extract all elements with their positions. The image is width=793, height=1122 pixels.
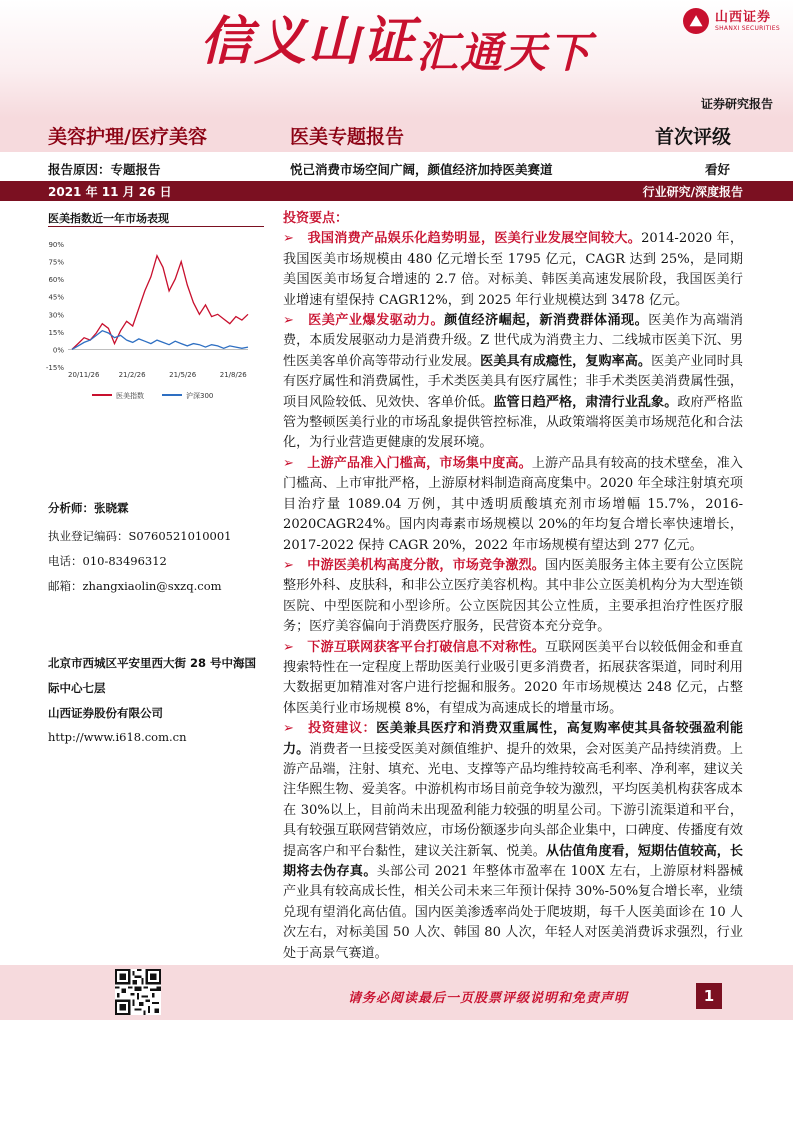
slogan-main: 信义山证 [200,11,417,72]
page-number: 1 [696,983,722,1009]
qr-code-icon[interactable] [115,969,161,1015]
highlight-1: ➢ 我国消费产品娱乐化趋势明显，医美行业发展空间较大。2014-2020 年，我国医美市场规模由 480 亿元增长至 1795 亿元，CAGR 达到 25%，是同期美国医美市场复合增速的 2.7 倍。对标美、韩医美高速发展阶段，我国医美行业增速有望保持 CAGR12%，到 2025 年行业规模达到 3478 亿元。 [283,231,743,308]
series-line-2 [72,331,248,350]
company-logo [683,8,780,34]
legend-label: 沪深300 [186,392,214,400]
y-tick-label: -15% [45,364,64,372]
industry-view: 看好 [705,162,731,177]
highlight-2: ➢ 医美产业爆发驱动力。颜值经济崛起，新消费群体涌现。医美作为高端消费，本质发展驱动力是消费升级。Z 世代成为消费主力、二线城市医美下沉、男性医美客单价高等带动行业发展。医美具有成瘾性，复购率高。医美产业同时具有医疗属性和消费属性，手术类医美具有医疗属性；非手术类医美消费属性强，项目风险较低、见效快、客单价低。监管日趋严格，肃清行业乱象。政府严格监管为整顿医美行业的市场乱象提供管控标准，从政策端将医美市场规范化和合法化，为行业营造更健康的发展环境。 [283,313,744,451]
company-website[interactable]: http://www.i618.com.cn [48,730,187,744]
highlight-6: ➢ 投资建议：医美兼具医疗和消费双重属性，高复购率使其具备较强盈利能力。消费者一旦接受医美对颜值维护、提升的效果，会对医美产品持续消费。上游产品端，注射、填充、光电、支撑等产品均维持较高毛利率、净利率，建议关注华熙生物、爱美客。中游机构市场目前竞争较为激烈，平均医美机构获客成本在 30%以上，目前尚未出现盈利能力较强的明星公司。下游引流渠道和平台，具有较强互联网营销效应，市场份额逐步向头部企业集中，口碑度、传播度有效提高客户和平台黏性，建议关注新氧、悦美。从估值角度看，短期估值较高，长期将去伪存真。头部公司 2021 年整体市盈率在 100X 左右，上游原材料器械产业具有较高成长性，相关公司未来三年预计保持 30%-50%复合增长率，业绩兑现有望消化高估值。国内医美渗透率尚处于爬坡期，每千人医美面诊在 10 人次左右，对标美国 50 人次、韩国 80 人次，年轻人对医美消费诉求强烈，行业处于高景气赛道。 [283,721,744,961]
x-tick-label: 21/2/26 [118,371,146,379]
y-tick-label: 75% [48,258,64,267]
report-reason: 报告原因：专题报告 [48,162,161,177]
highlights-heading: 投资要点： [283,211,349,226]
market-chart [45,232,264,410]
logo-en: SHANXI SECURITIES [715,24,780,32]
disclaimer-note: 请务必阅读最后一页股票评级说明和免责声明 [348,991,629,1006]
highlight-3: ➢ 上游产品准入门槛高，市场集中度高。上游产品具有较高的技术壁垒，准入门槛高、上市审批严格，上游原材料制造商高度集中。2020 年全球注射填充项目治疗量 1089.04 万例，其中透明质酸填充剂市场增幅 15.7%，2016-2020CAGR24%。国内肉毒素市场规模以 20%的年均复合增长率快速增长，2017-2022 保持 CAGR 20%，2022 年市场规模有望达到 277 亿元。 [283,455,744,553]
bullet-icon: ➢ [283,313,309,329]
highlight-4: ➢ 中游医美机构高度分散，市场竞争激烈。国内医美服务主体主要有公立医院整形外科、皮肤科，和非公立医疗美容机构。其中非公立医美机构分为大型连锁医院、中型医院和小型诊所。公立医院因其公立性质，主要承担治疗性医疗服务；医疗美容偏向于消费医疗服务，民营资本充分竞争。 [283,557,743,635]
bullet-icon: ➢ [283,455,308,471]
report-date: 2021 年 11 月 26 日 [48,185,172,199]
report-category: 行业研究/深度报告 [642,185,743,199]
series-line-1 [72,256,248,350]
doc-type: 证券研究报告 [700,97,773,111]
highlight-5: ➢ 下游互联网获客平台打破信息不对称性。互联网医美平台以较低佣金和垂直搜索特性在一定程度上帮助医美行业吸引更多消费者，拓展获客渠道，同时利用大数据更加精准对客户进行挖掘和服务。2020 年市场规模达 248 亿元，占整体医美行业市场规模 8%，有望成为高速成长的增量市场。 [283,639,743,716]
x-tick-label: 21/5/26 [169,371,197,379]
analyst-phone: 电话：010-83496312 [48,554,167,568]
x-tick-label: 21/8/26 [219,371,247,379]
y-tick-label: 45% [48,293,64,302]
y-tick-label: 30% [48,311,64,320]
y-tick-label: 60% [48,276,64,285]
report-subtitle: 悦己消费市场空间广阔，颜值经济加持医美赛道 [290,162,553,177]
chart-title: 医美指数近一年市场表现 [48,212,169,225]
bullet-icon: ➢ [283,639,308,655]
y-tick-label: 15% [48,328,64,337]
sector-label: 美容护理/医疗美容 [48,126,207,148]
rating: 首次评级 [655,126,732,148]
address-line1: 北京市西城区平安里西大街 28 号中海国 [48,656,257,670]
y-tick-label: 90% [48,241,64,249]
address-line2: 际中心七层 [48,681,106,695]
x-tick-label: 20/11/26 [68,371,100,379]
bullet-icon: ➢ [283,557,308,573]
analyst-email: 邮箱：zhangxiaolin@sxzq.com [48,579,222,593]
investment-highlights [283,209,743,984]
slogan-tail: 汇通天下 [416,28,593,77]
logo-cn: 山西证券 [715,9,772,25]
y-tick-label: 0% [52,346,64,355]
analyst-license: 执业登记编码：S0760521010001 [48,529,232,543]
logo-mark-icon: ⛰ [683,8,709,34]
slogan [200,12,592,75]
company-name: 山西证券股份有限公司 [48,706,163,720]
bullet-icon: ➢ [283,721,309,737]
bullet-icon: ➢ [283,231,308,247]
report-title: 医美专题报告 [290,126,405,148]
chart-rule [48,226,264,227]
legend-label: 医美指数 [116,392,144,400]
analyst-name: 分析师：张晓霖 [48,501,129,515]
